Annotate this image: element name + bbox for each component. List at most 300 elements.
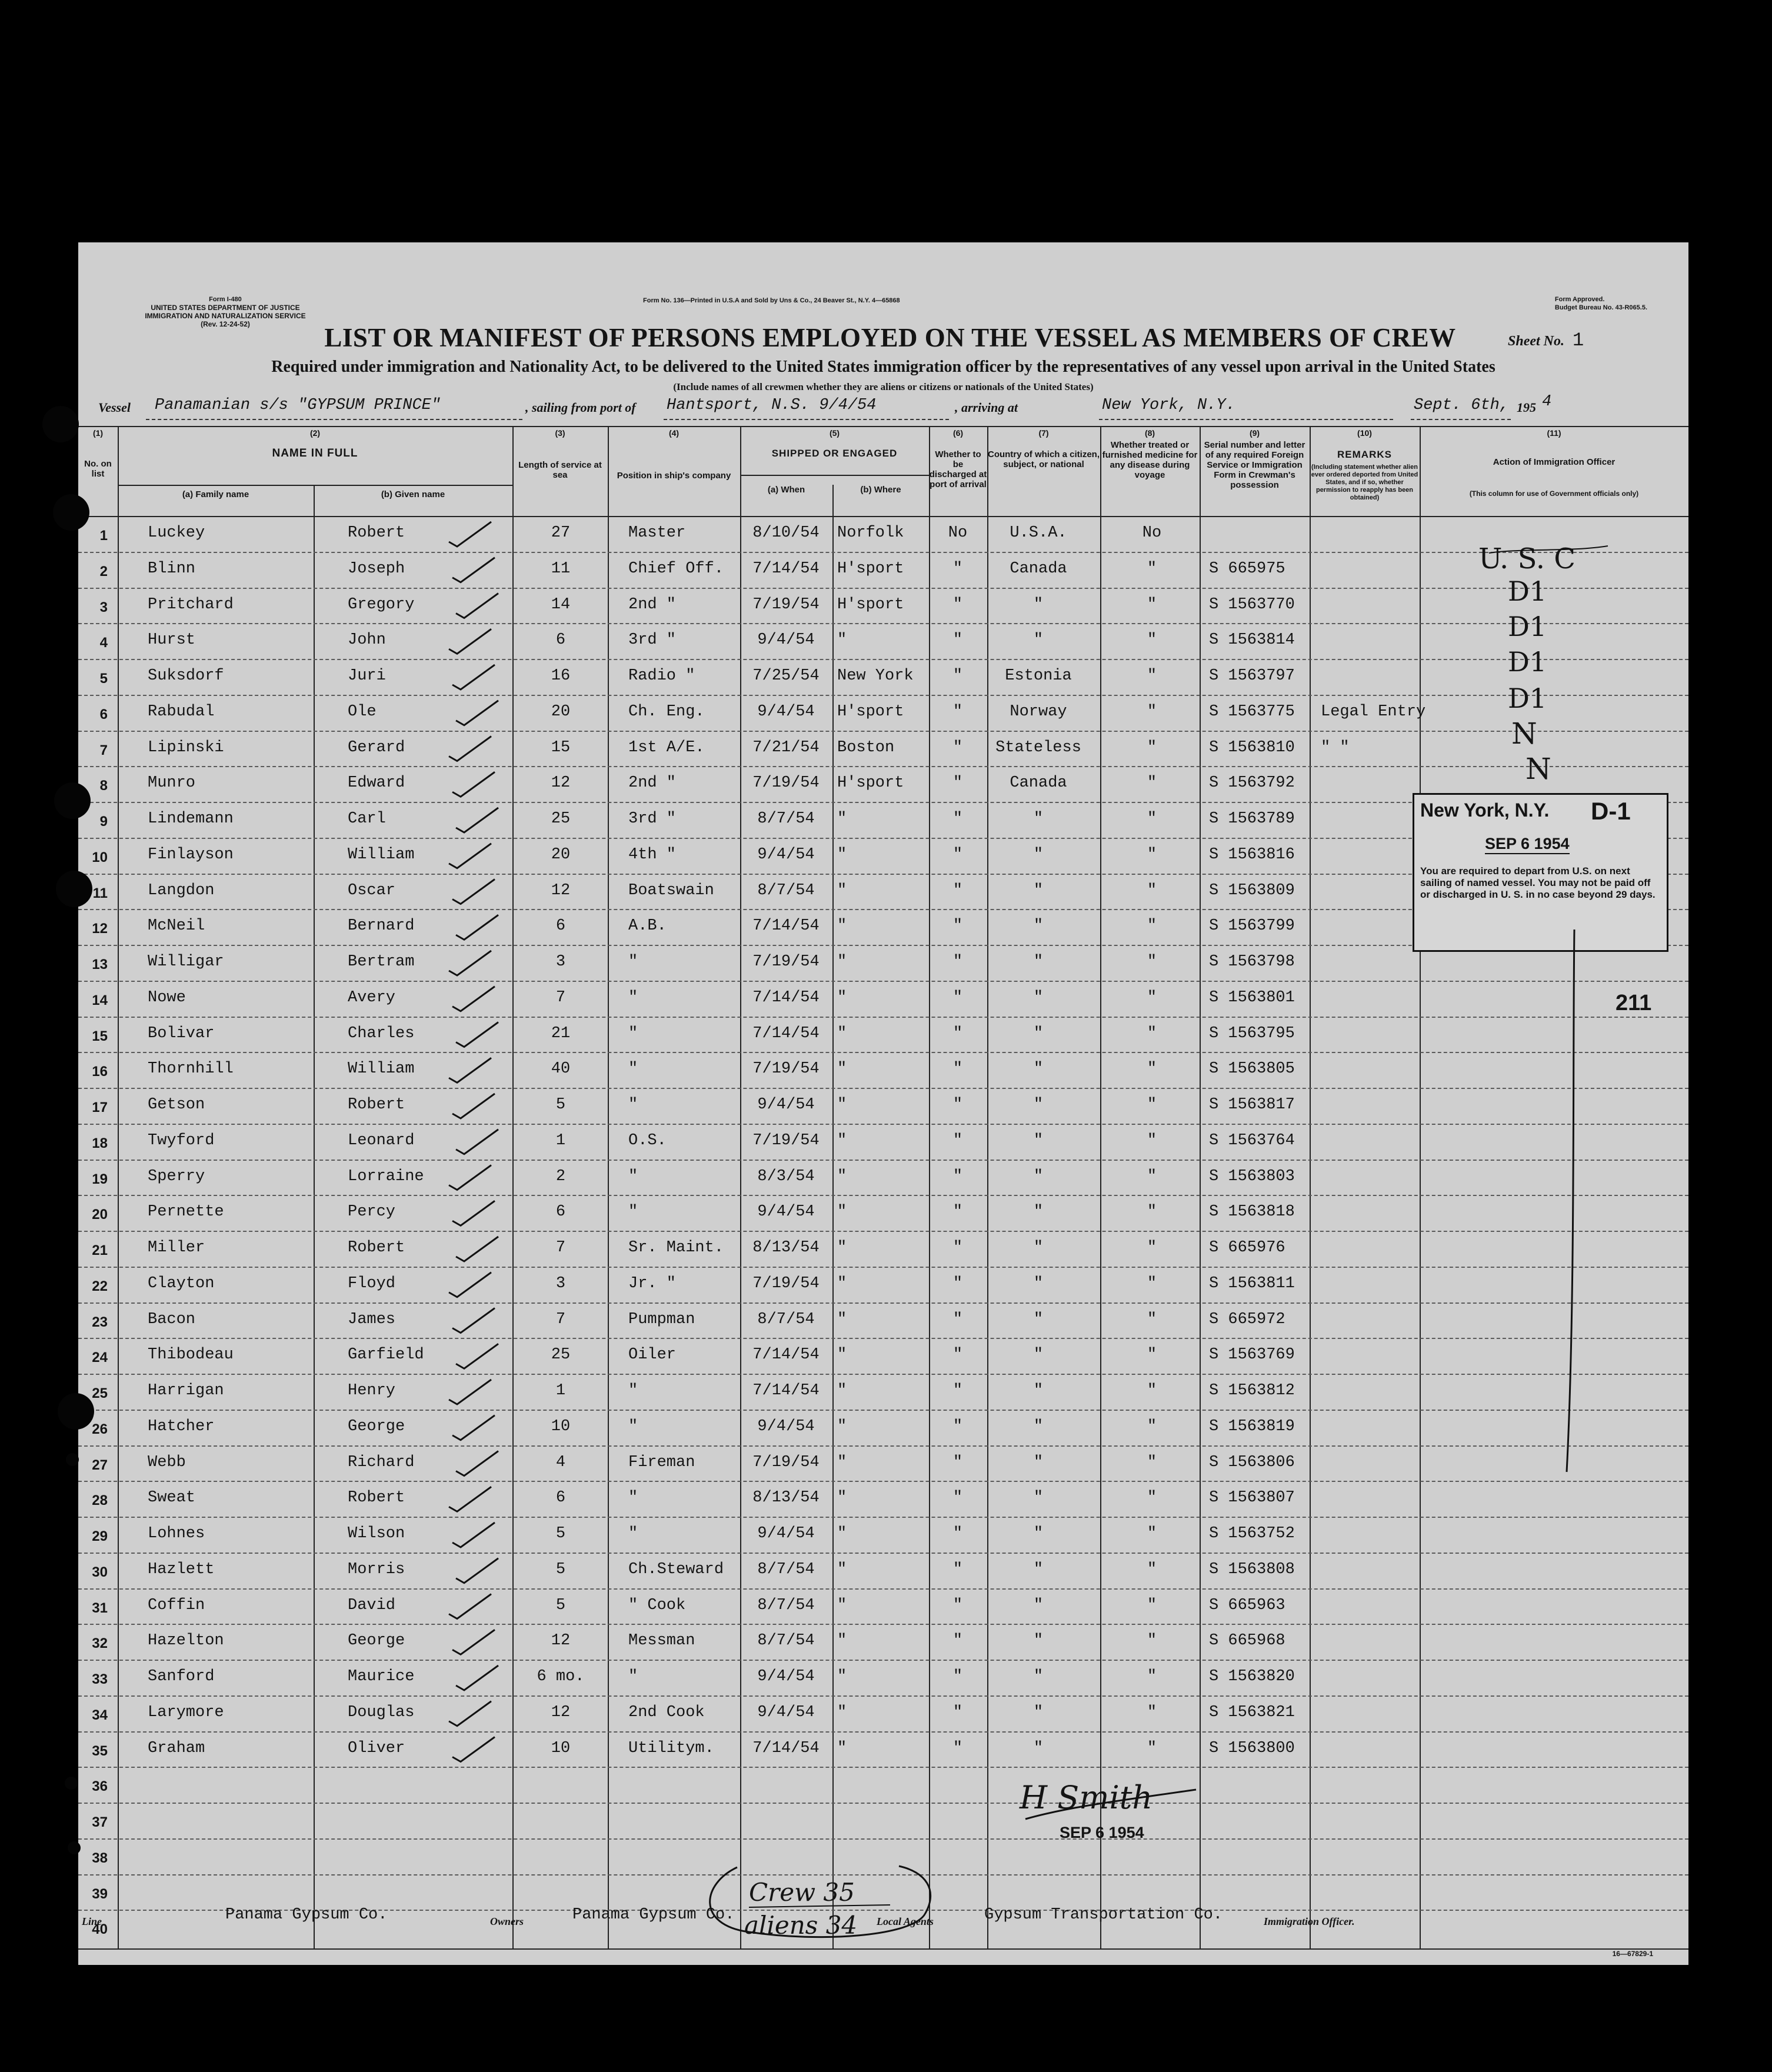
check-mark (452, 772, 495, 797)
check-mark (456, 808, 498, 832)
cell-serial: S 1563752 (1209, 1525, 1295, 1543)
cell-serial: S 1563801 (1209, 988, 1295, 1007)
cell-discharged: " (952, 1739, 963, 1757)
cell-medicine: " (1147, 1596, 1157, 1614)
col-8-number: (8) (1144, 428, 1155, 438)
cell-medicine: " (1147, 1739, 1157, 1757)
cell-given: Juri (348, 667, 386, 685)
cell-given: James (348, 1310, 396, 1328)
cell-length: 12 (551, 1703, 571, 1721)
cell-where: " (837, 881, 847, 900)
cell-country: " (1033, 1203, 1044, 1221)
cell-discharged: " (952, 810, 963, 828)
cell-when: 9/4/54 (757, 845, 815, 864)
cell-position: A.B. (628, 917, 667, 935)
cell-where: " (837, 631, 847, 649)
check-mark (449, 1487, 491, 1511)
check-mark (456, 1237, 498, 1261)
col-where-header: (b) Where (860, 485, 901, 495)
cell-when: 9/4/54 (757, 1096, 815, 1114)
cell-position: Ch. Eng. (628, 702, 705, 721)
cell-medicine: " (1147, 1239, 1157, 1257)
row-number: 38 (92, 1850, 108, 1866)
cell-discharged: " (952, 631, 963, 649)
cell-discharged: " (952, 988, 963, 1007)
cell-serial: S 1563806 (1209, 1453, 1295, 1471)
cell-serial: S 1563795 (1209, 1024, 1295, 1042)
cell-family: Graham (148, 1739, 205, 1757)
cell-family: Hurst (148, 631, 196, 649)
cell-medicine: " (1147, 702, 1157, 721)
form-number: Form I-480 (209, 296, 242, 303)
cell-country: " (1033, 1489, 1044, 1507)
cell-serial: S 1563810 (1209, 738, 1295, 757)
form-approved: Form Approved. (1554, 296, 1605, 303)
row-number: 4 (99, 635, 108, 651)
row-number: 6 (99, 706, 108, 722)
cell-position: " (628, 1382, 638, 1400)
cell-position: " Cook (628, 1596, 686, 1614)
row-number: 23 (92, 1314, 108, 1330)
cell-given: Edward (348, 774, 405, 792)
cell-length: 7 (555, 1239, 566, 1257)
cell-discharged: " (952, 1167, 963, 1185)
cell-medicine: " (1147, 774, 1157, 792)
cell-given: Avery (348, 988, 396, 1007)
cell-medicine: " (1147, 559, 1157, 578)
cell-country: " (1033, 845, 1044, 864)
sheet-number-label: Sheet No. (1508, 334, 1564, 349)
cell-family: Coffin (148, 1596, 205, 1614)
row-number: 33 (92, 1671, 108, 1687)
punch-hole (58, 1393, 94, 1430)
cell-serial: S 1563800 (1209, 1739, 1295, 1757)
cell-discharged: " (952, 845, 963, 864)
cell-given: Carl (348, 810, 386, 828)
cell-family: Willigar (148, 953, 224, 971)
cell-country: " (1033, 1382, 1044, 1400)
line-value: Panama Gypsum Co. (225, 1906, 388, 1924)
cell-medicine: " (1147, 953, 1157, 971)
cell-discharged: " (952, 1382, 963, 1400)
cell-family: Larymore (148, 1703, 224, 1721)
cell-family: Finlayson (148, 845, 234, 864)
cell-country: U.S.A. (1010, 524, 1067, 542)
cell-when: 7/25/54 (752, 667, 820, 685)
cell-position: " (628, 1060, 638, 1078)
cell-family: Hazlett (148, 1560, 215, 1578)
cell-when: 8/7/54 (757, 881, 815, 900)
cell-family: Lipinski (148, 738, 224, 757)
cell-serial: S 665972 (1209, 1310, 1285, 1328)
col-discharged-header: Whether to be discharged at port of arrival (929, 449, 987, 489)
cell-serial: S 1563769 (1209, 1346, 1295, 1364)
cell-when: 7/14/54 (752, 1739, 820, 1757)
cell-when: 9/4/54 (757, 702, 815, 721)
vessel-label: Vessel (98, 400, 131, 415)
cell-position: 3rd " (628, 631, 677, 649)
cell-country: " (1033, 1632, 1044, 1650)
cell-given: Henry (348, 1382, 396, 1400)
cell-where: " (837, 1024, 847, 1042)
sailing-label: , sailing from port of (525, 400, 636, 415)
row-number: 39 (92, 1886, 108, 1902)
cell-when: 8/10/54 (752, 524, 820, 542)
cell-discharged: " (952, 1596, 963, 1614)
cell-length: 6 mo. (537, 1668, 585, 1685)
cell-family: Hatcher (148, 1417, 215, 1435)
col-remarks-header: REMARKS (1337, 449, 1392, 460)
cell-when: 9/4/54 (757, 1203, 815, 1221)
cell-serial: S 665963 (1209, 1596, 1285, 1614)
arrival-date: Sept. 6th, (1414, 397, 1510, 414)
cell-family: Lindemann (148, 810, 234, 828)
cell-where: " (837, 1489, 847, 1507)
cell-when: 8/7/54 (757, 810, 815, 828)
cell-medicine: " (1147, 1453, 1157, 1471)
col-country-header: Country of which a citizen, subject, or national (987, 449, 1100, 469)
cell-where: " (837, 1346, 847, 1364)
cell-where: " (837, 1310, 847, 1328)
handwritten-n-b: N (1525, 752, 1551, 786)
cell-given: Leonard (348, 1131, 415, 1150)
cell-position: O.S. (628, 1131, 667, 1150)
cell-medicine: " (1147, 810, 1157, 828)
cell-length: 14 (551, 595, 571, 614)
cell-family: Munro (148, 774, 196, 792)
cell-discharged: " (952, 595, 963, 614)
check-mark (452, 1415, 495, 1440)
row-number: 27 (92, 1457, 108, 1473)
cell-when: 9/4/54 (757, 631, 815, 649)
handwritten-d1-a: D1 (1508, 575, 1547, 607)
cell-when: 7/19/54 (752, 1060, 820, 1078)
cell-family: Sweat (148, 1489, 196, 1507)
cell-position: Sr. Maint. (628, 1239, 724, 1257)
cell-given: Robert (348, 1239, 405, 1257)
check-mark (452, 1308, 495, 1333)
cell-serial: S 1563792 (1209, 774, 1295, 792)
col-no-on-list-header: No. on list (84, 459, 112, 479)
row-number: 30 (92, 1564, 108, 1580)
cell-given: Bernard (348, 917, 415, 935)
cell-position: " (628, 1668, 638, 1685)
cell-serial: S 1563808 (1209, 1560, 1295, 1578)
cell-discharged: " (952, 1525, 963, 1543)
cell-where: " (837, 1203, 847, 1221)
cell-family: Pritchard (148, 595, 234, 614)
cell-length: 20 (551, 702, 571, 721)
cell-given: Oliver (348, 1739, 405, 1757)
cell-length: 25 (551, 810, 571, 828)
cell-when: 7/19/54 (752, 774, 820, 792)
cell-family: Twyford (148, 1131, 215, 1150)
cell-country: " (1033, 1596, 1044, 1614)
cell-when: 8/13/54 (752, 1489, 820, 1507)
cell-when: 7/14/54 (752, 988, 820, 1007)
cell-serial: S 1563803 (1209, 1167, 1295, 1185)
cell-where: " (837, 845, 847, 864)
col-2-number: (2) (309, 428, 321, 438)
owners-label: Owners (490, 1916, 524, 1927)
cell-where: " (837, 1131, 847, 1150)
cell-medicine: " (1147, 1382, 1157, 1400)
check-mark (452, 558, 495, 582)
row-number: 32 (92, 1635, 108, 1652)
cell-given: Percy (348, 1203, 396, 1221)
cell-when: 7/14/54 (752, 1024, 820, 1042)
cell-where: " (837, 1668, 847, 1685)
cell-position: Oiler (628, 1346, 677, 1364)
cell-serial: S 1563798 (1209, 953, 1295, 971)
cell-position: 3rd " (628, 810, 677, 828)
handwritten-d1-c: D1 (1508, 646, 1547, 678)
cell-given: Robert (348, 1096, 405, 1114)
budget-bureau: Budget Bureau No. 43-R065.5. (1554, 304, 1647, 311)
cell-position: " (628, 953, 638, 971)
check-mark (456, 701, 498, 725)
cell-country: " (1033, 1239, 1044, 1257)
row-number: 29 (92, 1528, 108, 1544)
row-number: 21 (92, 1242, 108, 1258)
cell-when: 7/19/54 (752, 953, 820, 971)
row-number: 25 (92, 1385, 108, 1401)
cell-medicine: " (1147, 595, 1157, 614)
cell-where: " (837, 1453, 847, 1471)
cell-given: Lorraine (348, 1167, 424, 1185)
cell-when: 8/7/54 (757, 1560, 815, 1578)
check-mark (449, 629, 491, 654)
row-number: 12 (92, 921, 108, 937)
cell-position: Radio " (628, 667, 695, 685)
cell-when: 7/14/54 (752, 1382, 820, 1400)
check-mark (456, 1130, 498, 1154)
cell-family: Webb (148, 1453, 186, 1471)
cell-medicine: " (1147, 1310, 1157, 1328)
cell-country: " (1033, 1060, 1044, 1078)
cell-when: 8/7/54 (757, 1310, 815, 1328)
check-mark (452, 1630, 495, 1654)
cell-medicine: " (1147, 881, 1157, 900)
col-name-header: NAME IN FULL (272, 447, 358, 459)
cell-position: Messman (628, 1632, 695, 1650)
col-length-header: Length of service at sea (518, 460, 602, 480)
cell-country: " (1033, 1453, 1044, 1471)
cell-position: " (628, 1203, 638, 1221)
line-label: Line (82, 1916, 102, 1927)
punch-hole (56, 871, 92, 907)
manifest-sheet (78, 242, 1688, 1965)
cell-serial: S 1563807 (1209, 1489, 1295, 1507)
cell-serial: S 1563809 (1209, 881, 1295, 900)
cell-discharged: " (952, 774, 963, 792)
cell-serial: S 1563770 (1209, 595, 1295, 614)
cell-where: " (837, 1632, 847, 1650)
cell-family: Bolivar (148, 1024, 215, 1042)
row-number: 34 (92, 1707, 108, 1723)
row-number: 5 (99, 671, 108, 687)
cell-given: Garfield (348, 1346, 424, 1364)
check-mark (452, 1201, 495, 1225)
cell-medicine: " (1147, 1024, 1157, 1042)
cell-position: Boatswain (628, 881, 714, 900)
cell-when: 7/14/54 (752, 1346, 820, 1364)
cell-length: 3 (555, 1274, 566, 1292)
cell-country: Canada (1010, 774, 1067, 792)
cell-length: 12 (551, 1632, 571, 1650)
cell-position: " (628, 1489, 638, 1507)
punch-hole (68, 1841, 81, 1854)
cell-family: Thibodeau (148, 1346, 234, 1364)
cell-position: 2nd " (628, 774, 677, 792)
cell-serial: S 1563811 (1209, 1274, 1295, 1292)
check-mark (449, 1058, 491, 1082)
cell-length: 4 (555, 1453, 566, 1471)
cell-discharged: " (952, 1131, 963, 1150)
cell-where: " (837, 1060, 847, 1078)
col-action-note: (This column for use of Government officials only) (1469, 489, 1639, 498)
cell-discharged: " (952, 559, 963, 578)
cell-family: Langdon (148, 881, 215, 900)
vessel-name: Panamanian s/s "GYPSUM PRINCE" (155, 397, 441, 414)
row-number: 7 (99, 742, 108, 758)
row-number: 20 (92, 1207, 108, 1223)
cell-medicine: " (1147, 1489, 1157, 1507)
handwritten-n-a: N (1511, 717, 1537, 751)
cell-serial: S 1563797 (1209, 667, 1295, 685)
cell-medicine: " (1147, 1131, 1157, 1150)
punch-hole (65, 1777, 78, 1790)
cell-family: Lohnes (148, 1525, 205, 1543)
row-number: 14 (92, 992, 108, 1008)
cell-position: Jr. " (628, 1274, 677, 1292)
cell-family: Sperry (148, 1167, 205, 1185)
cell-serial: S 1563775 (1209, 702, 1295, 721)
stamp-port: New York, N.Y. (1420, 800, 1550, 821)
cell-serial: S 1563819 (1209, 1417, 1295, 1435)
cell-when: 8/7/54 (757, 1596, 815, 1614)
cell-given: Douglas (348, 1703, 415, 1721)
handwritten-aliens-count: aliens 34 (744, 1911, 858, 1940)
cell-when: 9/4/54 (757, 1417, 815, 1435)
cell-family: Thornhill (148, 1060, 234, 1078)
cell-length: 6 (555, 631, 566, 649)
handwritten-d1-d: D1 (1508, 682, 1547, 714)
row-number: 28 (92, 1493, 108, 1509)
cell-where: " (837, 1417, 847, 1435)
cell-country: " (1033, 1703, 1044, 1721)
check-mark (456, 1558, 498, 1583)
cell-serial: S 1563812 (1209, 1382, 1295, 1400)
cell-when: 8/13/54 (752, 1239, 820, 1257)
cell-medicine: " (1147, 1096, 1157, 1114)
col-family-name-header: (a) Family name (182, 489, 249, 499)
check-mark (449, 737, 491, 761)
cell-given: William (348, 845, 415, 864)
check-mark (449, 1701, 491, 1726)
cell-country: " (1033, 988, 1044, 1007)
cell-length: 1 (555, 1131, 566, 1150)
cell-given: Robert (348, 1489, 405, 1507)
cell-medicine: " (1147, 1274, 1157, 1292)
row-number: 3 (99, 599, 108, 615)
row-number: 1 (99, 528, 108, 544)
check-mark (449, 1165, 491, 1190)
row-number: 37 (92, 1814, 108, 1830)
cell-position: " (628, 1167, 638, 1185)
cell-medicine: " (1147, 1632, 1157, 1650)
cell-country: Stateless (995, 738, 1081, 757)
cell-family: Suksdorf (148, 667, 224, 685)
handwritten-crew-count: Crew 35 (749, 1878, 855, 1907)
cell-length: 6 (555, 917, 566, 935)
cell-discharged: " (952, 1453, 963, 1471)
agents-value: Gypsum Transportation Co. (984, 1906, 1223, 1924)
cell-given: Maurice (348, 1668, 415, 1685)
cell-length: 10 (551, 1417, 571, 1435)
cell-where: " (837, 1596, 847, 1614)
cell-remarks: Legal Entry (1321, 702, 1426, 721)
cell-length: 40 (551, 1060, 571, 1078)
handwritten-usc: U. S. C (1478, 542, 1576, 575)
cell-position: 4th " (628, 845, 677, 864)
cell-medicine: " (1147, 917, 1157, 935)
col-10-number: (10) (1357, 428, 1372, 438)
cell-serial: S 1563820 (1209, 1668, 1295, 1685)
punch-hole (42, 406, 79, 442)
stamp-code: D-1 (1591, 797, 1631, 825)
cell-family: Miller (148, 1239, 205, 1257)
cell-serial: S 1563789 (1209, 810, 1295, 828)
cell-country: " (1033, 595, 1044, 614)
cell-length: 7 (555, 1310, 566, 1328)
ink-marks (78, 242, 1688, 1965)
cell-where: H'sport (837, 559, 904, 578)
cell-position: 2nd Cook (628, 1703, 705, 1721)
cell-family: Hazelton (148, 1632, 224, 1650)
cell-discharged: " (952, 1274, 963, 1292)
cell-country: " (1033, 917, 1044, 935)
form-revision: (Rev. 12-24-52) (201, 320, 250, 328)
cell-medicine: " (1147, 738, 1157, 757)
row-number: 16 (92, 1064, 108, 1080)
cell-serial: S 665976 (1209, 1239, 1285, 1257)
cell-family: Blinn (148, 559, 196, 578)
cell-country: " (1033, 631, 1044, 649)
cell-where: H'sport (837, 774, 904, 792)
check-mark (456, 915, 498, 940)
form-code: 16—67829-1 (1612, 1950, 1653, 1958)
cell-given: Wilson (348, 1525, 405, 1543)
service-name: IMMIGRATION AND NATURALIZATION SERVICE (145, 312, 306, 320)
check-mark (449, 522, 491, 547)
cell-where: " (837, 1382, 847, 1400)
cell-discharged: " (952, 1560, 963, 1578)
cell-serial: S 665968 (1209, 1632, 1285, 1650)
row-number: 18 (92, 1135, 108, 1151)
cell-where: " (837, 1096, 847, 1114)
col-1-number: (1) (92, 428, 104, 438)
row-number: 22 (92, 1278, 108, 1294)
cell-length: 5 (555, 1596, 566, 1614)
cell-length: 20 (551, 845, 571, 864)
page-title: LIST OR MANIFEST OF PERSONS EMPLOYED ON THE VESSEL AS MEMBERS OF CREW (324, 323, 1456, 352)
signature-date-stamp: SEP 6 1954 (1060, 1824, 1144, 1841)
cell-length: 15 (551, 738, 571, 757)
cell-when: 7/19/54 (752, 1131, 820, 1150)
cell-when: 7/14/54 (752, 559, 820, 578)
cell-medicine: " (1147, 1346, 1157, 1364)
